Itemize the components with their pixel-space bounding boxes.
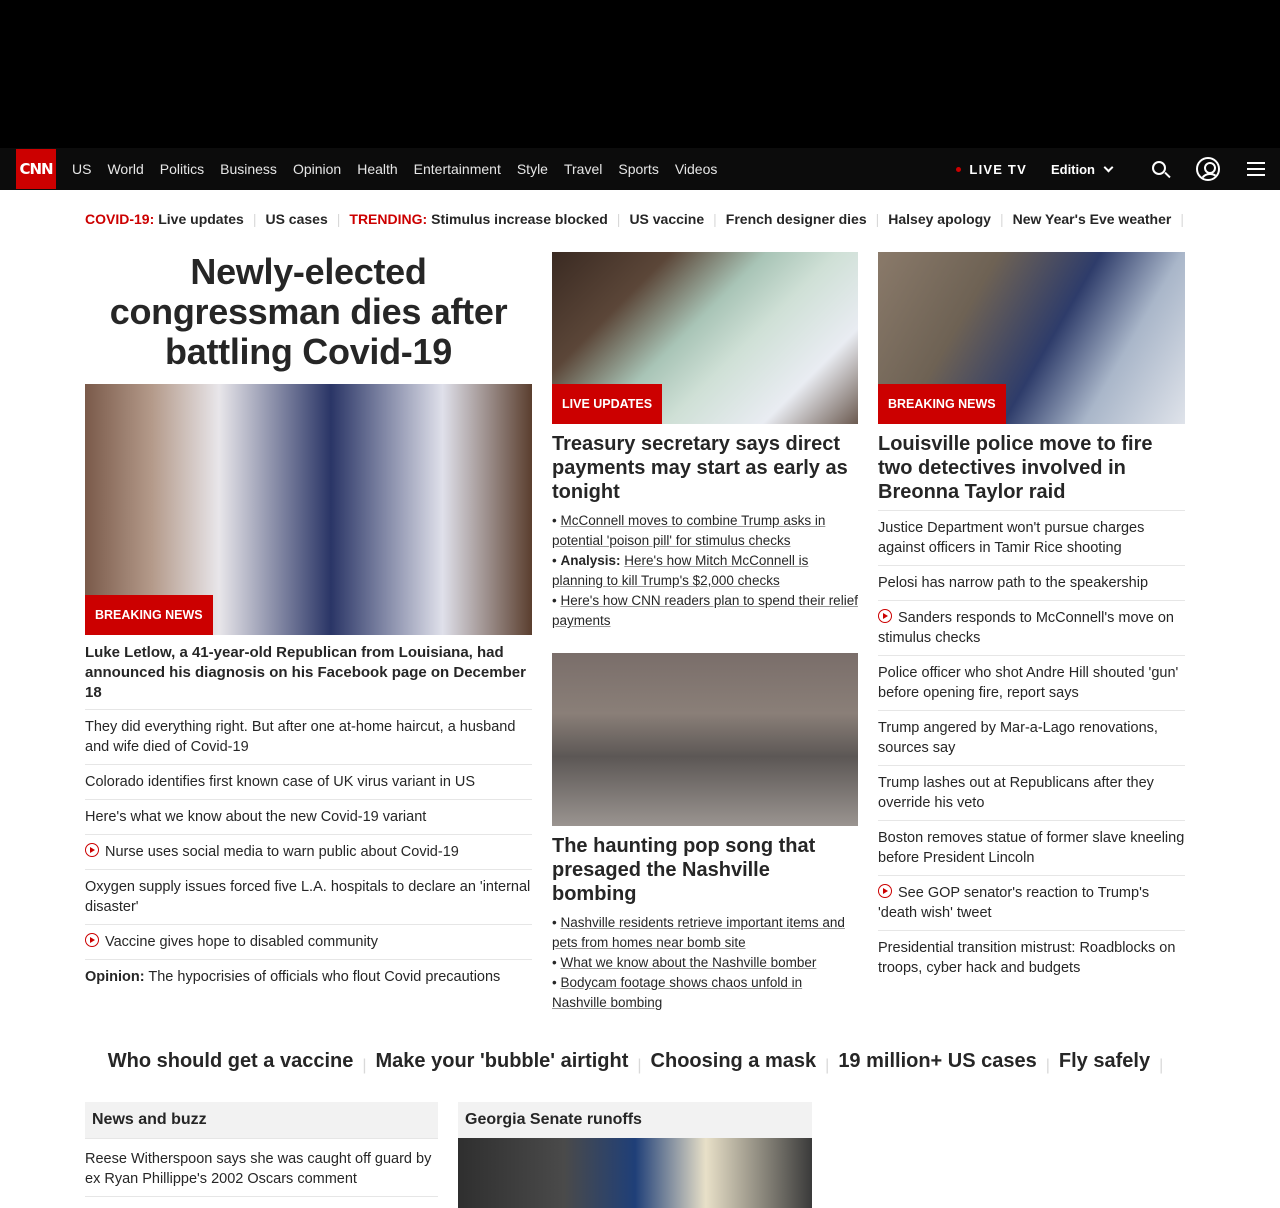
list-item[interactable]: [85, 870, 532, 925]
list-item-text: Pelosi has narrow path to the speakership: [878, 575, 1149, 591]
nav-link-entertainment[interactable]: Entertainment: [413, 161, 501, 177]
play-icon: [85, 843, 99, 857]
list-item[interactable]: [85, 1139, 438, 1197]
bullet-item: • Nashville residents retrieve important items and pets from homes near bomb site: [552, 915, 845, 950]
trending-text: Halsey apology: [888, 211, 991, 227]
separator: |: [1180, 211, 1184, 227]
user-icon: [1196, 157, 1220, 181]
list-item[interactable]: [878, 711, 1185, 766]
middle-column: [552, 252, 858, 1013]
breaking-news-badge: BREAKING NEWS: [878, 384, 1006, 424]
georgia-photo: [458, 1138, 812, 1208]
play-icon: [878, 884, 892, 898]
section-header: Georgia Senate runoffs: [458, 1102, 812, 1138]
nashville-image[interactable]: [552, 653, 858, 826]
opinion-item[interactable]: [85, 960, 532, 994]
story-title[interactable]: Louisville police move to fire two detectives involved in Breonna Taylor raid: [878, 432, 1185, 511]
list-item[interactable]: [85, 835, 532, 870]
opinion-label: Opinion:: [85, 969, 145, 985]
section-header: News and buzz: [85, 1102, 438, 1139]
right-column: [878, 252, 1185, 985]
main-content: [0, 252, 1280, 1032]
bullet-item: • McConnell moves to combine Trump asks in potential 'poison pill' for stimulus checks: [552, 513, 826, 548]
trending-text: US vaccine: [629, 211, 705, 227]
list-item-text: Boston removes statue of former slave kneeling before President Lincoln: [878, 830, 1185, 866]
list-item-text: Nurse uses social media to warn public about Covid-19: [105, 844, 459, 860]
list-item-text: Trump lashes out at Republicans after they override his veto: [878, 775, 1154, 811]
trending-text: US cases: [265, 211, 328, 227]
list-item[interactable]: [85, 925, 532, 960]
list-item-text: Oxygen supply issues forced five L.A. hospitals to declare an 'internal disaster': [85, 879, 531, 915]
bullet-link[interactable]: What we know about the Nashville bomber: [560, 955, 817, 970]
account-button[interactable]: [1184, 148, 1232, 190]
nav-link-us[interactable]: US: [72, 161, 92, 177]
trending-prefix: COVID-19:: [85, 211, 155, 227]
nav-link-opinion[interactable]: Opinion: [292, 161, 342, 177]
nav-link-world[interactable]: World: [107, 161, 144, 177]
bullet-link[interactable]: Nashville residents retrieve important items and pets from homes near bomb site: [552, 915, 845, 950]
news-buzz-section: [85, 1102, 438, 1197]
nav-link-health[interactable]: Health: [357, 161, 398, 177]
cnn-logo[interactable]: CNN: [16, 149, 56, 189]
nashville-photo: [552, 653, 858, 826]
trending-text: Stimulus increase blocked: [431, 211, 608, 227]
trending-link[interactable]: [726, 211, 867, 252]
lead-description[interactable]: Luke Letlow, a 41-year-old Republican from Louisiana, had announced his diagnosis on his Facebook page on December 18: [85, 635, 532, 710]
trending-text: French designer dies: [725, 211, 867, 227]
trending-text: Live updates: [158, 211, 244, 227]
separator: |: [875, 211, 880, 227]
list-item-text: Justice Department won't pursue charges against officers in Tamir Rice shooting: [878, 520, 1145, 556]
bullet-item: • What we know about the Nashville bomber: [552, 955, 817, 970]
search-button[interactable]: [1136, 148, 1184, 190]
trending-link[interactable]: [629, 211, 704, 252]
trending-link[interactable]: [1013, 211, 1172, 252]
story-title[interactable]: Treasury secretary says direct payments may start as early as tonight: [552, 433, 848, 503]
georgia-image[interactable]: [458, 1138, 812, 1208]
ad-banner: [0, 0, 1280, 148]
list-item-text: See GOP senator's reaction to Trump's 'death wish' tweet: [878, 885, 1150, 921]
list-item[interactable]: [878, 766, 1185, 821]
list-item[interactable]: [85, 710, 532, 765]
story-bullets: [552, 511, 858, 631]
list-item[interactable]: [85, 765, 532, 800]
separator: |: [999, 211, 1004, 227]
list-item-text: Trump angered by Mar-a-Lago renovations, sources say: [878, 720, 1158, 756]
list-item[interactable]: [878, 876, 1185, 931]
separator: |: [616, 211, 621, 227]
list-item[interactable]: [878, 566, 1185, 601]
separator: |: [825, 1057, 830, 1074]
nav-link-sports[interactable]: Sports: [618, 161, 659, 177]
list-item[interactable]: [878, 821, 1185, 876]
top-navbar: [0, 148, 1280, 190]
zone-link[interactable]: Fly safely: [1058, 1050, 1151, 1072]
separator: |: [252, 211, 257, 227]
list-item-text: Here's what we know about the new Covid-19 variant: [85, 809, 427, 825]
nav-links: [64, 148, 725, 190]
bullet-item: • Analysis: Here's how Mitch McConnell is planning to kill Trump's $2,000 checks: [552, 553, 809, 588]
list-item-text: Reese Witherspoon says she was caught off guard by ex Ryan Phillippe's 2002 Oscars comment: [85, 1151, 432, 1187]
hamburger-icon: [1247, 162, 1265, 176]
georgia-section: [458, 1102, 812, 1208]
separator: |: [362, 1057, 367, 1074]
trending-link[interactable]: [85, 211, 244, 252]
zone-link[interactable]: 19 million+ US cases: [838, 1050, 1037, 1072]
live-tv-label: LIVE TV: [969, 161, 1027, 177]
nav-link-business[interactable]: Business: [220, 161, 277, 177]
live-dot-icon: [956, 167, 961, 172]
separator: |: [1045, 1057, 1050, 1074]
search-icon: [1152, 161, 1166, 175]
list-item-text: Colorado identifies first known case of UK virus variant in US: [85, 774, 476, 790]
list-item-text: They did everything right. But after one at-home haircut, a husband and wife died of Covid-19: [85, 719, 516, 755]
edition-label: Edition: [1050, 161, 1095, 177]
breaking-news-badge: BREAKING NEWS: [85, 595, 213, 635]
separator: |: [1159, 1057, 1164, 1074]
list-item[interactable]: [85, 800, 532, 835]
analysis-label: Analysis:: [560, 553, 621, 568]
nav-link-videos[interactable]: Videos: [674, 161, 718, 177]
play-icon: [85, 933, 99, 947]
nav-right: [956, 148, 1280, 190]
list-item-text: Vaccine gives hope to disabled community: [105, 934, 378, 950]
stimulus-image[interactable]: [552, 252, 858, 424]
trending-text: New Year's Eve weather: [1012, 211, 1172, 227]
story-bullets: [552, 913, 858, 1013]
bullet-link[interactable]: Here's how Mitch McConnell is planning to kill Trump's $2,000 checks: [552, 553, 809, 588]
live-updates-badge: LIVE UPDATES: [552, 384, 662, 424]
story-title[interactable]: The haunting pop song that presaged the Nashville bombing: [552, 835, 816, 905]
list-item[interactable]: [878, 601, 1185, 656]
menu-button[interactable]: [1232, 148, 1280, 190]
bullet-item: • Bodycam footage shows chaos unfold in Nashville bombing: [552, 975, 803, 1010]
chevron-down-icon: [1104, 162, 1114, 172]
list-item-text: Sanders responds to McConnell's move on stimulus checks: [878, 610, 1174, 646]
trending-link[interactable]: [888, 211, 991, 252]
trending-bar: [0, 190, 1280, 252]
list-item[interactable]: [878, 511, 1185, 566]
separator: |: [637, 1057, 642, 1074]
nav-link-style[interactable]: Style: [516, 161, 548, 177]
bullet-item: • Here's how CNN readers plan to spend their relief payments: [552, 593, 858, 628]
live-tv-link[interactable]: [956, 162, 1027, 177]
nav-link-travel[interactable]: Travel: [563, 161, 603, 177]
edition-dropdown[interactable]: [1051, 162, 1112, 177]
trending-link[interactable]: [265, 211, 327, 252]
list-item[interactable]: [878, 656, 1185, 711]
list-item-text: Presidential transition mistrust: Roadblocks on troops, cyber hack and budgets: [878, 940, 1176, 976]
trending-prefix: TRENDING:: [349, 211, 428, 227]
list-item[interactable]: [878, 931, 1185, 985]
breonna-image[interactable]: [878, 252, 1185, 424]
list-item-text: Police officer who shot Andre Hill shouted 'gun' before opening fire, report says: [878, 665, 1179, 701]
lead-headline[interactable]: Newly-elected congressman dies after battling Covid-19: [109, 251, 508, 372]
zone-link[interactable]: Make your 'bubble' airtight: [375, 1050, 629, 1072]
separator: |: [713, 211, 717, 227]
bullet-link[interactable]: Here's how CNN readers plan to spend their relief payments: [552, 593, 858, 628]
bullet-link[interactable]: McConnell moves to combine Trump asks in potential 'poison pill' for stimulus checks: [552, 513, 826, 548]
zone-links-bar: [85, 1050, 1195, 1082]
lead-image[interactable]: [85, 384, 532, 635]
zone-link[interactable]: Choosing a mask: [650, 1050, 817, 1072]
list-item-text: The hypocrisies of officials who flout Covid precautions: [148, 969, 501, 985]
nav-link-politics[interactable]: Politics: [159, 161, 205, 177]
separator: |: [336, 211, 341, 227]
zone-link[interactable]: Who should get a vaccine: [107, 1050, 354, 1072]
play-icon: [878, 609, 892, 623]
trending-link[interactable]: [349, 211, 607, 252]
lead-story-column: [85, 252, 532, 994]
bullet-link[interactable]: Bodycam footage shows chaos unfold in Nashville bombing: [552, 975, 803, 1010]
